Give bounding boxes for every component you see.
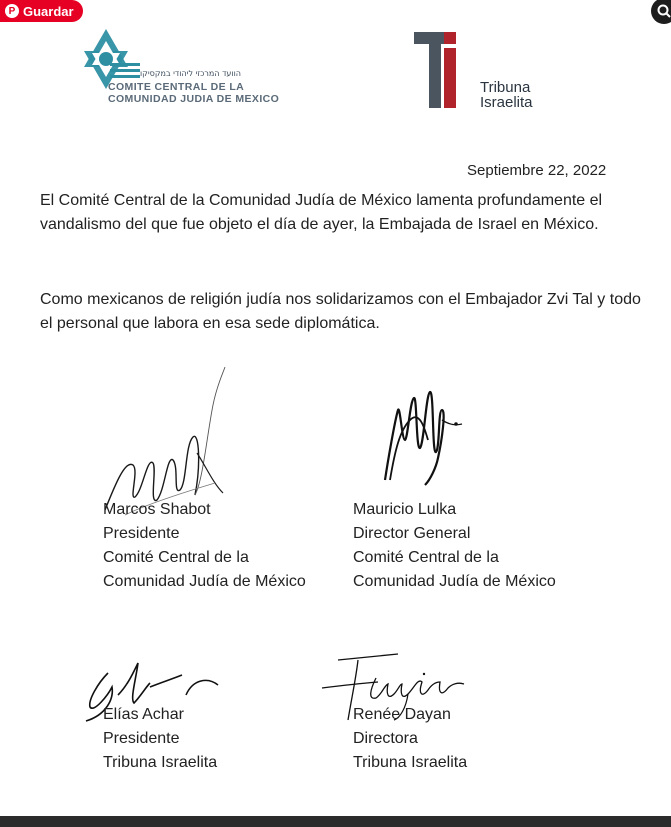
tribuna-name-line2: Israelita: [480, 94, 533, 111]
signatory-org-line1: Tribuna Israelita: [103, 754, 218, 771]
visual-search-icon: [656, 3, 671, 19]
signatory-name: Marcos Shabot: [103, 501, 211, 518]
signatory-title: Presidente: [103, 730, 180, 747]
ccj-name-line2: COMUNIDAD JUDIA DE MEXICO: [108, 93, 280, 105]
pinterest-save-button[interactable]: [0, 0, 83, 22]
signature-mauricio-lulka: [370, 380, 470, 495]
pinterest-icon: P: [5, 4, 19, 18]
signatory-title: Directora: [353, 730, 418, 747]
tribuna-israelita-logo: [414, 32, 476, 110]
letter-paragraph-1: El Comité Central de la Comunidad Judía de México lamenta profundamente el vandalismo del que fue objeto el día de ayer, la Embajada de Israel en México.: [40, 192, 603, 233]
letter-date: Septiembre 22, 2022: [467, 162, 607, 179]
signatory-title: Presidente: [103, 525, 180, 542]
bottom-border: [0, 816, 671, 827]
save-button-label: Guardar: [23, 3, 74, 19]
tribuna-name-line1: Tribuna: [480, 79, 531, 96]
signatory-block-mauricio-lulka: [353, 498, 556, 594]
signatory-name: Elías Achar: [103, 706, 184, 723]
signatory-org-line2: Comunidad Judía de México: [353, 573, 556, 590]
signatory-name: Renée Dayan: [353, 706, 451, 723]
ccj-hebrew-name: הוועד המרכזי ליהודי במקסיקו: [140, 69, 242, 78]
letter-paragraph-2: Como mexicanos de religión judía nos solidarizamos con el Embajador Zvi Tal y todo el personal que labora en esa sede diplomática.: [40, 291, 641, 332]
signatory-block-renee-dayan: [353, 703, 467, 775]
signatory-block-marcos-shabot: [103, 498, 306, 594]
signatory-org-line2: Comunidad Judía de México: [103, 573, 306, 590]
signatory-org-line1: Comité Central de la: [353, 549, 499, 566]
signatory-name: Mauricio Lulka: [353, 501, 457, 518]
signatory-block-elias-achar: [103, 703, 217, 775]
signatory-title: Director General: [353, 525, 471, 542]
signatory-org-line1: Comité Central de la: [103, 549, 249, 566]
visual-search-button[interactable]: [651, 0, 671, 24]
ccj-name-line1: COMITE CENTRAL DE LA: [108, 81, 245, 93]
signatory-org-line1: Tribuna Israelita: [353, 754, 468, 771]
